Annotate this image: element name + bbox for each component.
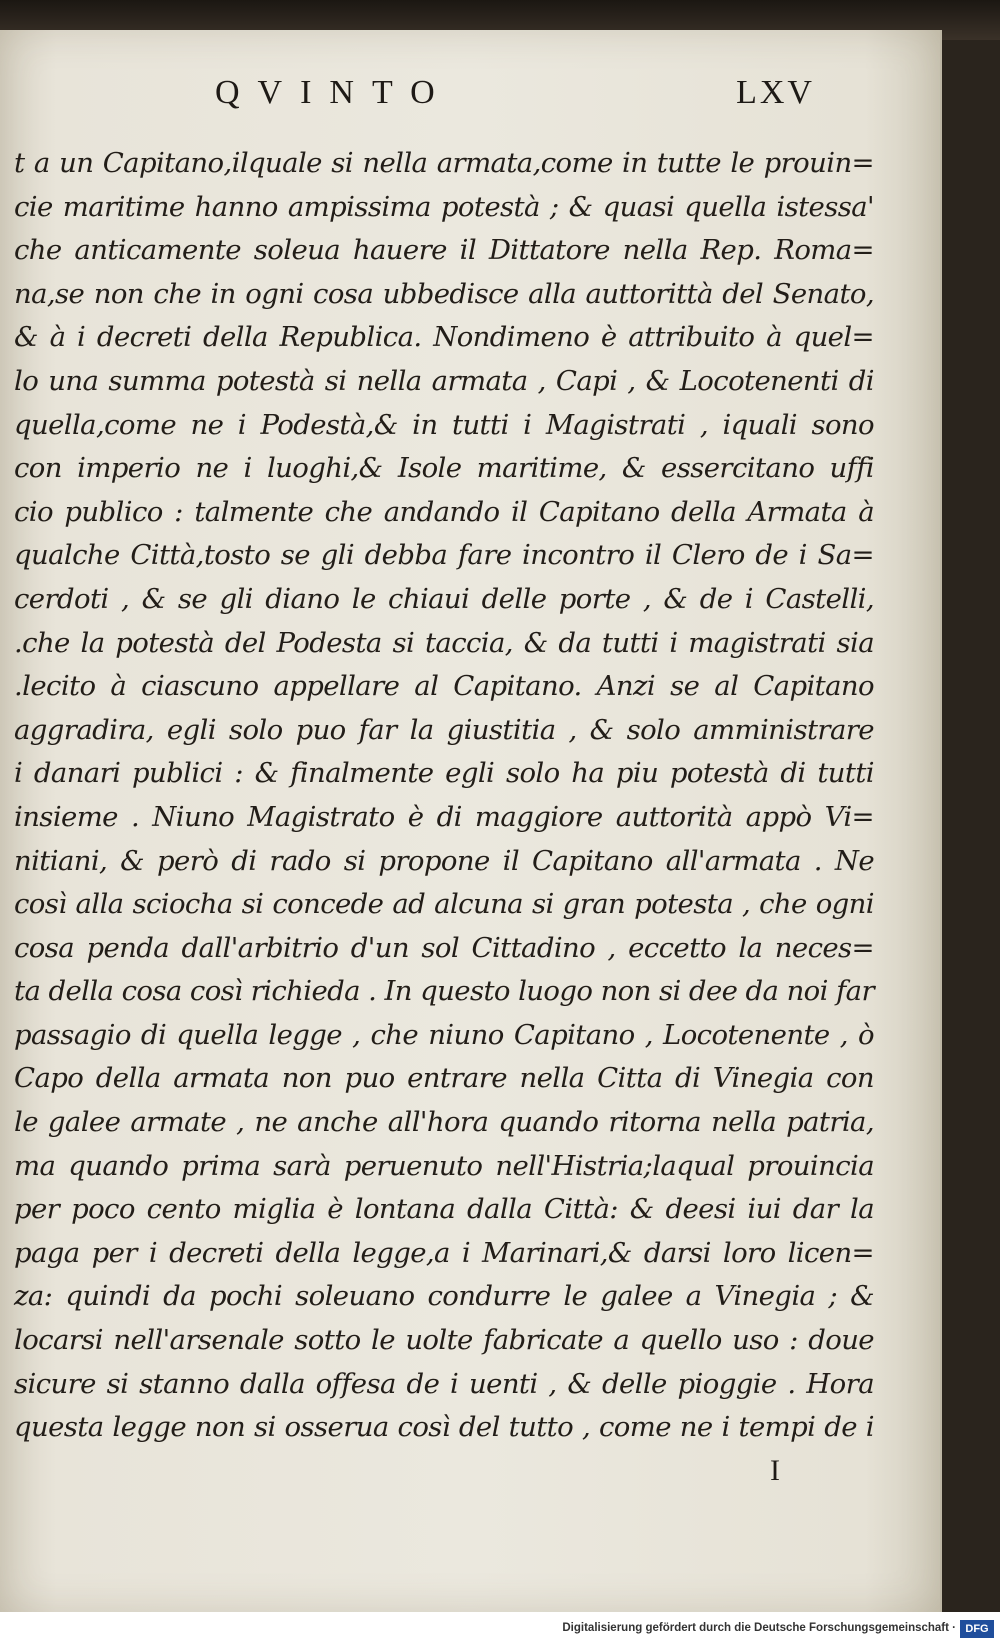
text-line: paga per i decreti della legge,a i Marinari,& darsi loro licen= — [14, 1236, 874, 1269]
text-line: Capo della armata non puo entrare nella Citta di Vinegia con — [14, 1062, 874, 1095]
text-line: za: quindi da pochi soleuano condurre le galee a Vinegia ; & — [14, 1280, 874, 1313]
text-line: cerdoti , & se gli diano le chiaui delle porte , & de i Castelli, — [14, 582, 874, 615]
text-line: con imperio ne i luoghi,& Isole maritime, & essercitano uffi — [14, 452, 874, 485]
text-line: ta della cosa così richieda . In questo luogo non si dee da noi far — [14, 975, 874, 1008]
text-line: aggradira, egli solo puo far la giustitia , & solo amministrare — [14, 713, 874, 746]
text-line: questa legge non si osserua così del tutto , come ne i tempi de i — [14, 1411, 874, 1444]
text-line: .lecito à ciascuno appellare al Capitano. Anzi se al Capitano — [14, 670, 874, 703]
text-line: per poco cento miglia è lontana dalla Città: & deesi iui dar la — [14, 1193, 874, 1226]
dfg-logo: DFG — [960, 1620, 994, 1638]
text-line: lo una summa potestà si nella armata , Capi , & Locotenenti di — [14, 364, 874, 397]
text-line: che anticamente soleua hauere il Dittatore nella Rep. Roma= — [14, 234, 874, 267]
text-line: cie maritime hanno ampissima potestà ; & quasi quella istessa' — [14, 190, 874, 223]
text-line: cosa penda dall'arbitrio d'un sol Cittadino , eccetto la neces= — [14, 931, 874, 964]
text-line: quella,come ne i Podestà,& in tutti i Magistrati , iquali sono — [14, 408, 874, 441]
running-head — [0, 74, 940, 124]
text-line: le galee armate , ne anche all'hora quando ritorna nella patria, — [14, 1106, 874, 1139]
funding-credit: Digitalisierung gefördert durch die Deutsche Forschungsgemeinschaft · — [562, 1622, 956, 1634]
running-head-title: QVINTO — [215, 74, 453, 111]
text-line: passagio di quella legge , che niuno Capitano , Locotenente , ò — [14, 1018, 874, 1051]
text-line: così alla sciocha si concede ad alcuna si gran potesta , che ogni — [14, 888, 874, 921]
text-line: nitiani, & però di rado si propone il Capitano all'armata . Ne — [14, 844, 874, 877]
text-line: sicure si stanno dalla offesa de i uenti , & delle pioggie . Hora — [14, 1367, 874, 1400]
signature-mark: I — [770, 1454, 780, 1487]
text-line: i danari publici : & finalmente egli solo ha piu potestà di tutti — [14, 757, 874, 790]
text-line: ma quando prima sarà peruenuto nell'Histria;laqual prouincia — [14, 1149, 874, 1182]
text-line: qualche Città,tosto se gli debba fare incontro il Clero de i Sa= — [14, 539, 874, 572]
book-page — [0, 30, 942, 1612]
text-line: cio publico : talmente che andando il Capitano della Armata à — [14, 495, 874, 528]
text-line: insieme . Niuno Magistrato è di maggiore auttorità appò Vi= — [14, 800, 874, 833]
text-line: .che la potestà del Podesta si taccia, & da tutti i magistrati sia — [14, 626, 874, 659]
text-line: & à i decreti della Republica. Nondimeno è attribuito à quel= — [14, 321, 874, 354]
footer-bar — [0, 1612, 1000, 1650]
body-text — [14, 142, 874, 1450]
text-line: t a un Capitano,ilquale si nella armata,come in tutte le prouin= — [14, 147, 874, 179]
text-line: na,se non che in ogni cosa ubbedisce alla auttorittà del Senato, — [14, 277, 874, 310]
text-line: locarsi nell'arsenale sotto le uolte fabricate a quello uso : doue — [14, 1324, 874, 1357]
folio-number: LXV — [736, 74, 815, 111]
